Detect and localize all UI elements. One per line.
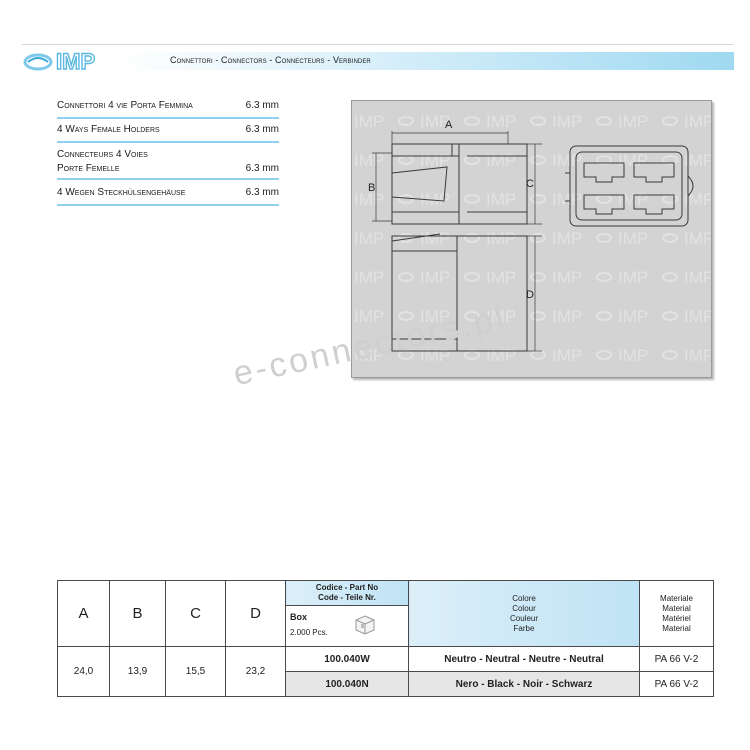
logo-text: IMP: [56, 49, 96, 74]
color-header-de: Farbe: [513, 623, 535, 633]
watermark-text: e-connectors.pl: [230, 298, 510, 394]
material-header-de: Material: [662, 623, 691, 633]
code-header-line1: Codice - Part No: [315, 583, 379, 592]
spec-row: [57, 100, 279, 120]
box-quantity: 2.000 Pcs.: [290, 628, 328, 637]
material-header: [640, 581, 714, 647]
code-header-line2: Code - Teile Nr.: [318, 593, 376, 602]
spec-name: Connecteurs 4 Voies: [57, 149, 148, 160]
dim-value-c: 15,5: [166, 647, 226, 697]
material-value: PA 66 V-2: [640, 672, 714, 697]
spec-rule: [57, 117, 279, 119]
spec-row: [57, 187, 279, 207]
dim-label-a: A: [445, 119, 453, 131]
material-value: PA 66 V-2: [640, 647, 714, 672]
spec-row: [57, 124, 279, 144]
dim-header-c: C: [166, 581, 226, 647]
dim-header-b: B: [110, 581, 166, 647]
dim-label-b: B: [368, 182, 376, 194]
color-value: Nero - Black - Noir - Schwarz: [409, 672, 640, 697]
spec-rule: [57, 204, 279, 206]
product-table: [57, 580, 714, 697]
top-divider: [22, 44, 734, 45]
dim-header-d: D: [226, 581, 286, 647]
code-header: [286, 581, 409, 606]
spec-value: 6.3 mm: [245, 124, 279, 135]
spec-value: 6.3 mm: [245, 187, 279, 198]
spec-rule: [57, 178, 279, 180]
color-value: Neutro - Neutral - Neutre - Neutral: [409, 647, 640, 672]
dim-label-d: D: [526, 289, 534, 301]
dim-value-d: 23,2: [226, 647, 286, 697]
color-header-it: Colore: [512, 593, 536, 603]
spec-value: 6.3 mm: [245, 163, 279, 174]
dim-label-c: C: [526, 178, 534, 190]
color-header: [409, 581, 640, 647]
spec-name: Connettori 4 vie Porta Femmina: [57, 100, 193, 111]
material-header-it: Materiale: [660, 593, 693, 603]
material-header-fr: Matériel: [662, 613, 691, 623]
spec-name-line2: Porte Femelle: [57, 163, 120, 174]
spec-name: 4 Wegen Steckhülsengehäuse: [57, 187, 186, 198]
spec-row: [57, 149, 279, 181]
material-header-en: Material: [662, 603, 691, 613]
box-cell: [286, 606, 409, 647]
dim-value-b: 13,9: [110, 647, 166, 697]
color-header-fr: Couleur: [509, 613, 538, 623]
box-label: Box: [290, 612, 308, 622]
imp-logo: [22, 48, 114, 74]
spec-rule: [57, 141, 279, 143]
spec-name: 4 Ways Female Holders: [57, 124, 160, 135]
spec-value: 6.3 mm: [245, 100, 279, 111]
dim-value-a: 24,0: [58, 647, 110, 697]
box-icon: [352, 612, 378, 636]
color-header-en: Colour: [512, 603, 536, 613]
dim-header-a: A: [58, 581, 110, 647]
part-code: 100.040W: [286, 647, 409, 672]
header-title: Connettori - Connectors - Connecteurs - Verbinder: [170, 55, 371, 65]
part-code: 100.040N: [286, 672, 409, 697]
